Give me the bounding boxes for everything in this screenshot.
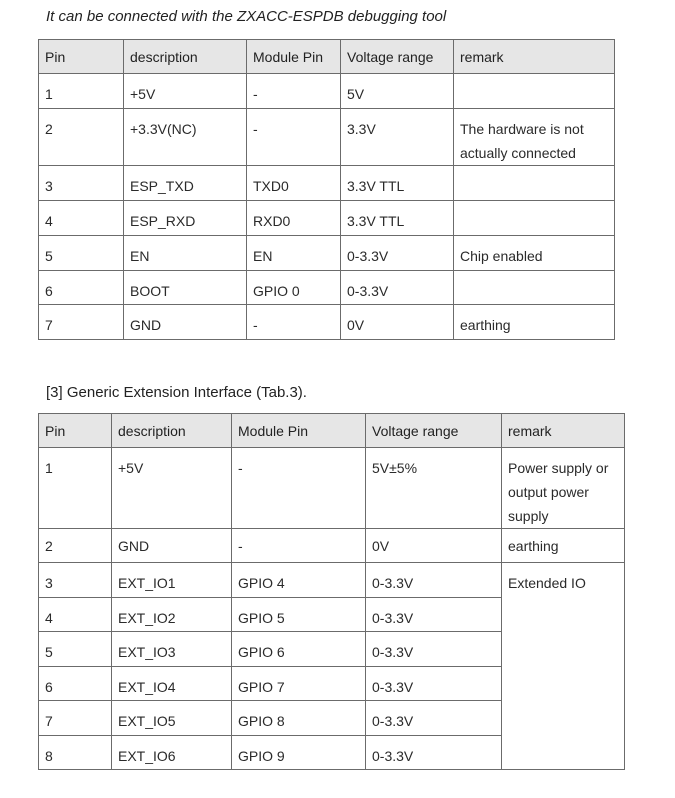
table-header-row xyxy=(39,414,625,448)
cell-module-pin: GPIO 7 xyxy=(232,667,366,701)
cell-remark xyxy=(454,201,615,236)
cell-voltage: 3.3V TTL xyxy=(341,201,454,236)
cell-pin: 2 xyxy=(39,109,124,166)
cell-description: EXT_IO3 xyxy=(112,632,232,667)
cell-pin: 2 xyxy=(39,529,112,563)
cell-pin: 5 xyxy=(39,236,124,271)
table-row xyxy=(39,201,615,236)
cell-voltage: 0-3.3V xyxy=(341,271,454,305)
cell-module-pin: GPIO 9 xyxy=(232,736,366,770)
cell-remark: Power supply or output power supply xyxy=(502,448,625,529)
cell-remark xyxy=(454,166,615,201)
cell-voltage: 0-3.3V xyxy=(366,598,502,632)
cell-module-pin: GPIO 4 xyxy=(232,563,366,598)
cell-remark: The hardware is not actually connected xyxy=(454,109,615,166)
cell-description: EXT_IO2 xyxy=(112,598,232,632)
cell-description: +5V xyxy=(124,74,247,109)
table1-caption: It can be connected with the ZXACC-ESPDB debugging tool xyxy=(46,8,447,25)
cell-remark xyxy=(454,74,615,109)
cell-remark: earthing xyxy=(454,305,615,340)
cell-pin: 6 xyxy=(39,271,124,305)
header-module-pin: Module Pin xyxy=(247,40,341,74)
cell-voltage: 0-3.3V xyxy=(366,701,502,736)
cell-module-pin: GPIO 5 xyxy=(232,598,366,632)
cell-description: EXT_IO5 xyxy=(112,701,232,736)
cell-module-pin: - xyxy=(232,448,366,529)
cell-remark: Chip enabled xyxy=(454,236,615,271)
cell-description: GND xyxy=(124,305,247,340)
cell-pin: 1 xyxy=(39,448,112,529)
table-row xyxy=(39,563,625,598)
cell-pin: 1 xyxy=(39,74,124,109)
cell-voltage: 0V xyxy=(366,529,502,563)
cell-description: +5V xyxy=(112,448,232,529)
header-voltage-range: Voltage range xyxy=(341,40,454,74)
header-remark: remark xyxy=(454,40,615,74)
cell-voltage: 0-3.3V xyxy=(366,632,502,667)
cell-description: ESP_TXD xyxy=(124,166,247,201)
table-row xyxy=(39,74,615,109)
cell-module-pin: RXD0 xyxy=(247,201,341,236)
table-row xyxy=(39,305,615,340)
cell-description: +3.3V(NC) xyxy=(124,109,247,166)
cell-voltage: 0V xyxy=(341,305,454,340)
cell-module-pin: - xyxy=(247,109,341,166)
cell-pin: 7 xyxy=(39,701,112,736)
cell-voltage: 5V xyxy=(341,74,454,109)
table2-caption: [3] Generic Extension Interface (Tab.3). xyxy=(46,384,307,401)
table-row xyxy=(39,529,625,563)
cell-voltage: 0-3.3V xyxy=(366,667,502,701)
extension-pin-table xyxy=(38,413,625,770)
cell-pin: 5 xyxy=(39,632,112,667)
cell-module-pin: - xyxy=(247,305,341,340)
cell-module-pin: GPIO 6 xyxy=(232,632,366,667)
cell-remark: Extended IO xyxy=(502,563,625,770)
header-pin: Pin xyxy=(39,40,124,74)
cell-description: ESP_RXD xyxy=(124,201,247,236)
cell-description: EN xyxy=(124,236,247,271)
cell-module-pin: TXD0 xyxy=(247,166,341,201)
cell-pin: 3 xyxy=(39,166,124,201)
cell-pin: 8 xyxy=(39,736,112,770)
table-row xyxy=(39,109,615,166)
cell-pin: 6 xyxy=(39,667,112,701)
table-row xyxy=(39,271,615,305)
cell-description: EXT_IO1 xyxy=(112,563,232,598)
table-row xyxy=(39,236,615,271)
cell-voltage: 0-3.3V xyxy=(366,736,502,770)
cell-description: BOOT xyxy=(124,271,247,305)
cell-module-pin: GPIO 0 xyxy=(247,271,341,305)
table-row xyxy=(39,166,615,201)
cell-voltage: 0-3.3V xyxy=(366,563,502,598)
table-header-row xyxy=(39,40,615,74)
header-pin: Pin xyxy=(39,414,112,448)
cell-module-pin: GPIO 8 xyxy=(232,701,366,736)
cell-remark xyxy=(454,271,615,305)
cell-description: GND xyxy=(112,529,232,563)
header-voltage-range: Voltage range xyxy=(366,414,502,448)
header-description: description xyxy=(124,40,247,74)
table-row xyxy=(39,448,625,529)
cell-voltage: 3.3V xyxy=(341,109,454,166)
cell-pin: 4 xyxy=(39,201,124,236)
cell-module-pin: - xyxy=(232,529,366,563)
cell-remark: earthing xyxy=(502,529,625,563)
cell-pin: 4 xyxy=(39,598,112,632)
debug-pin-table xyxy=(38,39,615,340)
cell-voltage: 0-3.3V xyxy=(341,236,454,271)
cell-pin: 7 xyxy=(39,305,124,340)
header-module-pin: Module Pin xyxy=(232,414,366,448)
header-remark: remark xyxy=(502,414,625,448)
cell-pin: 3 xyxy=(39,563,112,598)
cell-voltage: 3.3V TTL xyxy=(341,166,454,201)
cell-module-pin: - xyxy=(247,74,341,109)
header-description: description xyxy=(112,414,232,448)
cell-description: EXT_IO6 xyxy=(112,736,232,770)
cell-voltage: 5V±5% xyxy=(366,448,502,529)
cell-module-pin: EN xyxy=(247,236,341,271)
cell-description: EXT_IO4 xyxy=(112,667,232,701)
